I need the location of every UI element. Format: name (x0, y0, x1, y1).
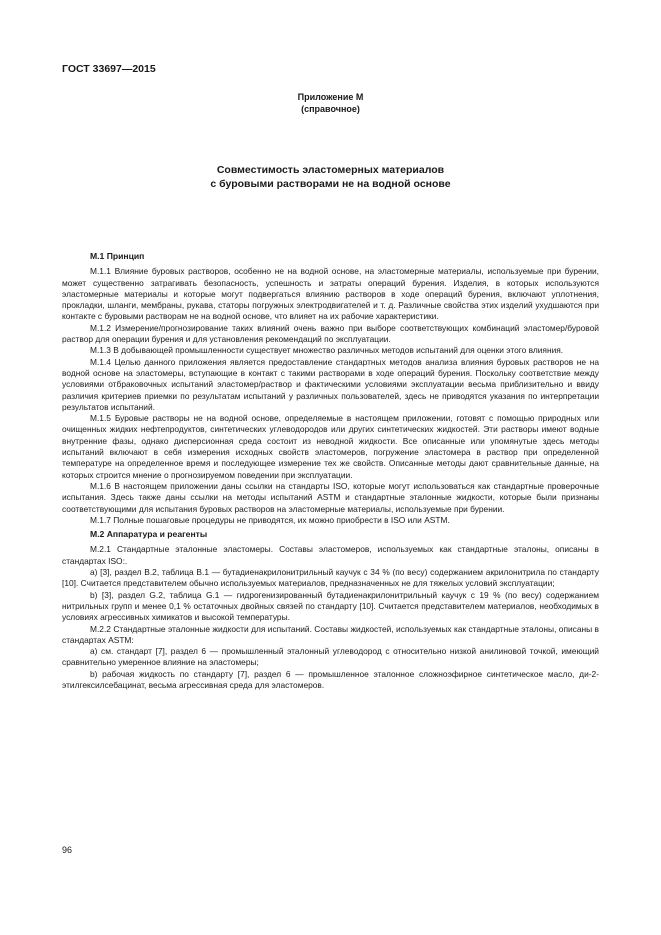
appendix-kind: (справочное) (301, 104, 360, 114)
appendix-title: Приложение М (297, 92, 364, 102)
paragraph-m-2-1: М.2.1 Стандартные эталонные эластомеры. Составы эластомеров, используемых как стандартные эталоны, описаны в стандартах ISO:. (62, 544, 599, 566)
title-line-2: с буровыми растворами не на водной основе (210, 178, 451, 190)
standard-number: ГОСТ 33697—2015 (62, 63, 156, 75)
paragraph-m-1-4: М.1.4 Целью данного приложения является предоставление стандартных методов анализа влияния буровых растворов не на водной основе на эластомеры, вступающие в контакт с такими растворами в ходе операций бурения. Поскольку соответствие между условиями отбраковочных испытаний эластомер/раствор и фактическими условиями эксплуатации весьма приблизительно и ввиду различия критериев приемки по результатам испытаний у различных пользователей, здесь не приводятся указания по интерпретации результатов испытаний. (62, 356, 599, 412)
document-body (62, 250, 599, 691)
paragraph-m-1-5: М.1.5 Буровые растворы не на водной основе, определяемые в настоящем приложении, готовят с помощью природных или очищенных жидких нефтепродуктов, синтетических углеводородов или других синтетических жидкостей. Эти растворы имеют водные внутренние фазы, однако дисперсионная среда состоит из неводной жидкости. Все описанные или упомянутые здесь методы испытаний включают в себя измерения исходных свойств эластомеров, погружение эластомера в раствор при определенной температуре на определенное время и последующее измерение тех же свойств. Описанные методы дают сравнительные данные, на которых строится мнение о прогнозируемом поведении при эксплуатации. (62, 413, 599, 480)
paragraph-m-1-7: М.1.7 Полные пошаговые процедуры не приводятся, их можно приобрести в ISO или ASTM. (90, 514, 450, 525)
section-heading-apparatus: М.2 Аппаратура и реагенты (90, 529, 208, 540)
list-item-m-2-1-b: b) [3], раздел G.2, таблица G.1 — гидрогенизированный бутадиенакрилонитрильный каучук с 19 % (по весу) содержанием нитрильных групп и менее 0,1 % остаточных двойных связей по стандарту [10]. Считается представителем материалов, необходимых в условиях агрессивных химикатов и высокой температуры. (62, 589, 599, 623)
list-item-m-2-2-a: а) см. стандарт [7], раздел 6 — промышленный эталонный углеводород с относительно низкой анилиновой точкой, имеющий сравнительно умеренное влияние на эластомеры; (62, 646, 599, 668)
paragraph-m-1-3: М.1.3 В добывающей промышленности существует множество различных методов испытаний для оценки этого влияния. (90, 345, 564, 356)
paragraph-m-1-6: М.1.6 В настоящем приложении даны ссылки на стандарты ISO, которые могут использоваться как стандартные проверочные испытания. Здесь также даны ссылки на методы испытаний ASTM и стандартные эталонные жидкости, которые были признаны соответствующими для испытания буровых растворов на эластомерные материалы, используемые при бурении. (62, 480, 599, 514)
paragraph-m-1-1: М.1.1 Влияние буровых растворов, особенно не на водной основе, на эластомерные материалы, используемые при бурении, может существенно затрагивать безопасность, успешность и затраты операций бурения. Изделия, в которых используются эластомерные материалы и которые могут подвергаться влиянию растворов в ходе операций бурения, включают уплотнения, прокладки, шланги, мембраны, рукава, статоры погружных электродвигателей и т. д. Различные свойства этих изделий ухудшаются при контакте с буровыми растворам не на водной основе, что влияет на их рабочие характеристики. (62, 266, 599, 322)
page-number: 96 (62, 845, 73, 855)
appendix-label (0, 91, 661, 115)
list-item-m-2-1-a: а) [3], раздел В.2, таблица В.1 — бутадиенакрилонитрильный каучук с 34 % (по весу) содержанием акрилонитрила по стандарту [10]. Считается представителем обычно используемых материалов, предназначенных не для тяжелых условий эксплуатации; (62, 567, 599, 589)
section-heading-principle: М.1 Принцип (90, 251, 145, 261)
paragraph-m-1-2: М.1.2 Измерение/прогнозирование таких влияний очень важно при выборе соответствующих комбинаций эластомер/буровой раствор для операции бурения и для установления рекомендаций по эксплуатации. (62, 322, 599, 345)
paragraph-m-2-2: М.2.2 Стандартные эталонные жидкости для испытаний. Составы жидкостей, используемых как стандартные эталоны, описаны в стандартах ASTM: (62, 623, 599, 645)
title-line-1: Совместимость эластомерных материалов (216, 164, 445, 176)
document-title (0, 163, 661, 191)
list-item-m-2-2-b: b) рабочая жидкость по стандарту [7], раздел 6 — промышленное эталонное сложноэфирное синтетическое масло, ди-2-этилгексилсебацинат, весьма агрессивная среда для эластомеров. (62, 668, 599, 690)
